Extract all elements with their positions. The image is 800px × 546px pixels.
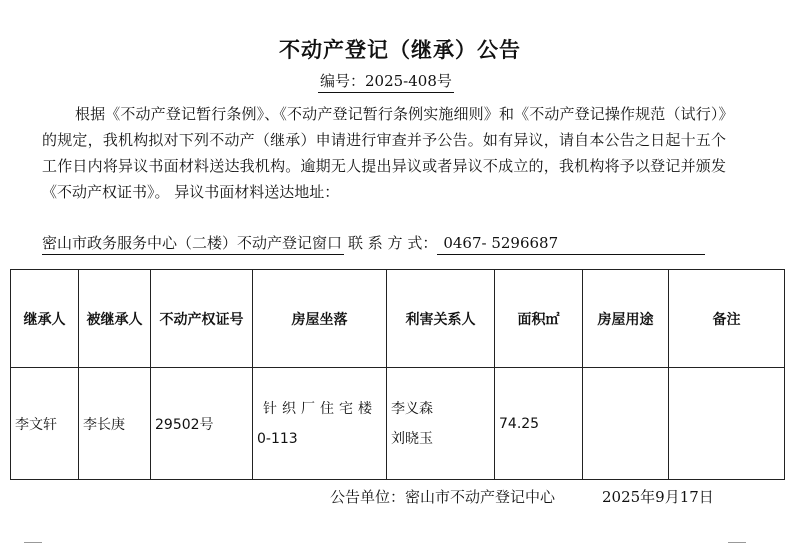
submission-address: 密山市政务服务中心（二楼）不动产登记窗口 xyxy=(42,232,344,255)
contact-label: 联 系 方 式： xyxy=(348,234,438,252)
header-decedent: 被继承人 xyxy=(79,270,151,368)
header-heir: 继承人 xyxy=(11,270,79,368)
cell-cert-no: 29502号 xyxy=(151,368,253,480)
notice-footer xyxy=(0,486,720,508)
header-area: 面积㎡ xyxy=(495,270,583,368)
header-location: 房屋坐落 xyxy=(253,270,387,368)
interested-party-2: 刘晓玉 xyxy=(391,430,433,447)
cell-heir: 李文轩 xyxy=(11,368,79,480)
header-use: 房屋用途 xyxy=(583,270,669,368)
cell-location xyxy=(253,368,387,480)
page-corner-mark-left xyxy=(24,542,42,543)
location-line-2: 0-113 xyxy=(257,430,298,447)
cell-decedent: 李长庚 xyxy=(79,368,151,480)
cell-use xyxy=(583,368,669,480)
header-interested-parties: 利害关系人 xyxy=(387,270,495,368)
cell-remark xyxy=(669,368,785,480)
contact-phone: 0467- 5296687 xyxy=(437,232,705,255)
cell-area: 74.25 xyxy=(495,368,583,480)
notice-body: 根据《不动产登记暂行条例》、《不动产登记暂行条例实施细则》和《不动产登记操作规范（试行）》的规定，我机构拟对下列不动产（继承）申请进行审查并予公告。如有异议，请自本公告之日起十五个工作日内将异议书面材料送达我机构。逾期无人提出异议或者异议不成立的，我机构将予以登记并颁发《不动产权证书》。 异议书面材料送达地址： xyxy=(42,105,726,201)
notice-title: 不动产登记（继承）公告 xyxy=(279,38,521,62)
location-line-1: 针织厂住宅楼 xyxy=(263,400,377,417)
cell-interested-parties xyxy=(387,368,495,480)
issuing-unit: 公告单位：密山市不动产登记中心 xyxy=(330,488,556,506)
issue-date: 2025年9月17日 xyxy=(602,488,714,506)
table-row xyxy=(11,368,785,480)
interested-party-1: 李义森 xyxy=(391,400,433,417)
document-number: 编号：2025-408号 xyxy=(318,70,454,93)
header-remark: 备注 xyxy=(669,270,785,368)
header-cert-no: 不动产权证号 xyxy=(151,270,253,368)
page-corner-mark-right xyxy=(728,542,746,543)
address-contact-line xyxy=(42,232,726,254)
table-header-row xyxy=(11,270,785,368)
registration-table xyxy=(10,269,785,480)
